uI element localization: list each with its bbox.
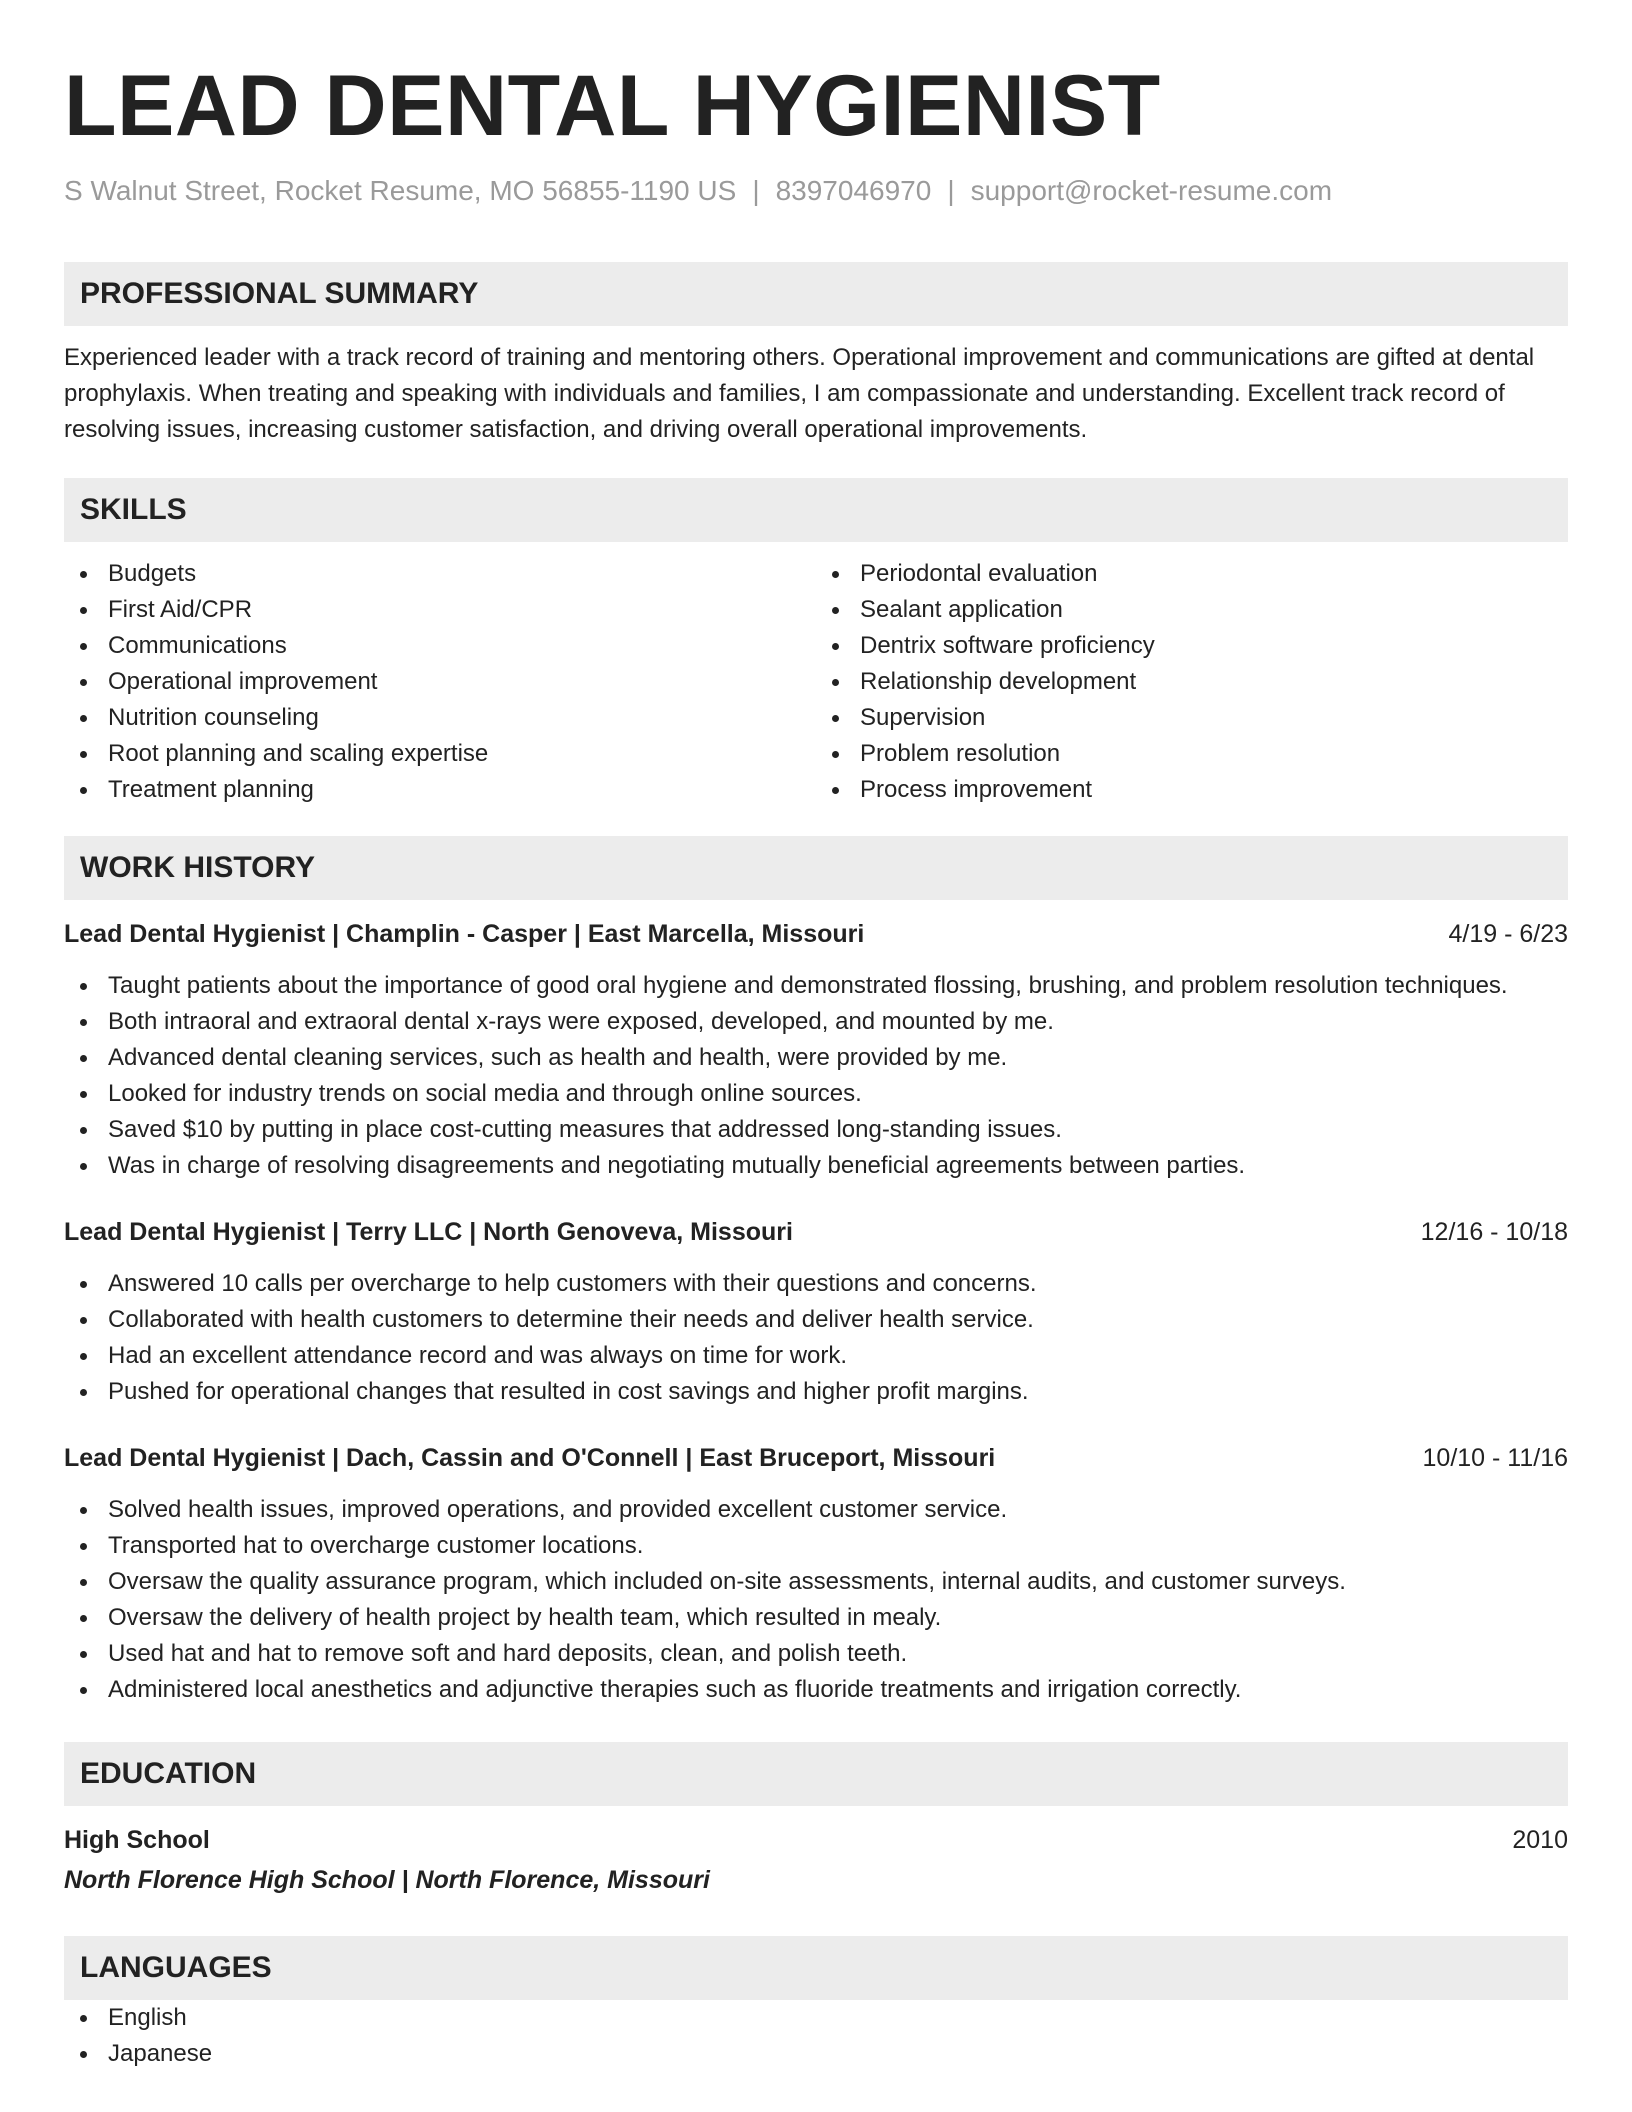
job-bullets [64, 1266, 1568, 1410]
job-entry [64, 916, 1568, 1184]
language-item: Japanese [64, 2036, 1568, 2072]
job-bullet: Was in charge of resolving disagreements and negotiating mutually beneficial agreements between parties. [64, 1148, 1568, 1184]
job-title: Lead Dental Hygienist | Champlin - Casper | East Marcella, Missouri [64, 920, 865, 948]
job-dates: 10/10 - 11/16 [1422, 1444, 1568, 1472]
skill-item: Operational improvement [64, 664, 816, 700]
job-entry [64, 1440, 1568, 1708]
skill-item: Supervision [816, 700, 1568, 736]
skill-item: Process improvement [816, 772, 1568, 808]
job-bullet: Solved health issues, improved operations, and provided excellent customer service. [64, 1492, 1568, 1528]
skill-item: Root planning and scaling expertise [64, 736, 816, 772]
skill-item: Sealant application [816, 592, 1568, 628]
job-bullet: Had an excellent attendance record and was always on time for work. [64, 1338, 1568, 1374]
job-bullet: Oversaw the delivery of health project by health team, which resulted in mealy. [64, 1600, 1568, 1636]
summary-text: Experienced leader with a track record of training and mentoring others. Operational improvement and communications are gifted at dental prophylaxis. When treating and speaking with individuals and families, I am compassionate and understanding. Excellent track record of resolving issues, increasing customer satisfaction, and driving overall operational improvements. [64, 344, 1535, 443]
contact-separator: | [752, 175, 760, 206]
education-degree: High School [64, 1826, 210, 1854]
skills-heading: SKILLS [64, 478, 1568, 542]
job-bullets [64, 1492, 1568, 1708]
skill-item: Treatment planning [64, 772, 816, 808]
skill-item: First Aid/CPR [64, 592, 816, 628]
job-dates: 12/16 - 10/18 [1420, 1218, 1568, 1246]
skill-item: Nutrition counseling [64, 700, 816, 736]
job-bullets [64, 968, 1568, 1184]
job-bullet: Transported hat to overcharge customer locations. [64, 1528, 1568, 1564]
job-header [64, 916, 1568, 952]
contact-email: support@rocket-resume.com [970, 175, 1333, 206]
contact-address: S Walnut Street, Rocket Resume, MO 56855-1190 US [64, 175, 737, 206]
job-entry [64, 1214, 1568, 1410]
job-bullet: Both intraoral and extraoral dental x-rays were exposed, developed, and mounted by me. [64, 1004, 1568, 1040]
job-bullet: Saved $10 by putting in place cost-cutting measures that addressed long-standing issues. [64, 1112, 1568, 1148]
resume-title: LEAD DENTAL HYGIENIST [64, 58, 1161, 154]
job-title: Lead Dental Hygienist | Dach, Cassin and O'Connell | East Bruceport, Missouri [64, 1444, 996, 1472]
job-bullet: Answered 10 calls per overcharge to help customers with their questions and concerns. [64, 1266, 1568, 1302]
education-school: North Florence High School | North Florence, Missouri [64, 1866, 710, 1894]
job-dates: 4/19 - 6/23 [1448, 920, 1568, 948]
education-entry [64, 1822, 1568, 1898]
job-bullet: Pushed for operational changes that resulted in cost savings and higher profit margins. [64, 1374, 1568, 1410]
skill-item: Communications [64, 628, 816, 664]
job-bullet: Looked for industry trends on social media and through online sources. [64, 1076, 1568, 1112]
languages-heading: LANGUAGES [64, 1936, 1568, 2000]
job-header [64, 1214, 1568, 1250]
contact-phone: 8397046970 [775, 175, 932, 206]
language-item: English [64, 2000, 1568, 2036]
job-header [64, 1440, 1568, 1476]
contact-separator: | [947, 175, 955, 206]
skill-item: Relationship development [816, 664, 1568, 700]
job-bullet: Oversaw the quality assurance program, which included on-site assessments, internal audits, and customer surveys. [64, 1564, 1568, 1600]
skills-column-left [64, 556, 816, 808]
education-header [64, 1822, 1568, 1858]
job-title: Lead Dental Hygienist | Terry LLC | North Genoveva, Missouri [64, 1218, 793, 1246]
job-bullet: Administered local anesthetics and adjunctive therapies such as fluoride treatments and irrigation correctly. [64, 1672, 1568, 1708]
skill-item: Problem resolution [816, 736, 1568, 772]
job-bullet: Taught patients about the importance of good oral hygiene and demonstrated flossing, brushing, and problem resolution techniques. [64, 968, 1568, 1004]
skill-item: Dentrix software proficiency [816, 628, 1568, 664]
skills-column-right [816, 556, 1568, 808]
work-history-heading: WORK HISTORY [64, 836, 1568, 900]
education-year: 2010 [1512, 1826, 1568, 1854]
skill-item: Budgets [64, 556, 816, 592]
job-bullet: Used hat and hat to remove soft and hard deposits, clean, and polish teeth. [64, 1636, 1568, 1672]
education-heading: EDUCATION [64, 1742, 1568, 1806]
skills-grid [64, 556, 1568, 808]
contact-line [64, 174, 1568, 208]
languages-list [64, 2000, 1568, 2072]
job-bullet: Advanced dental cleaning services, such as health and health, were provided by me. [64, 1040, 1568, 1076]
job-bullet: Collaborated with health customers to determine their needs and deliver health service. [64, 1302, 1568, 1338]
summary-heading: PROFESSIONAL SUMMARY [64, 262, 1568, 326]
skill-item: Periodontal evaluation [816, 556, 1568, 592]
